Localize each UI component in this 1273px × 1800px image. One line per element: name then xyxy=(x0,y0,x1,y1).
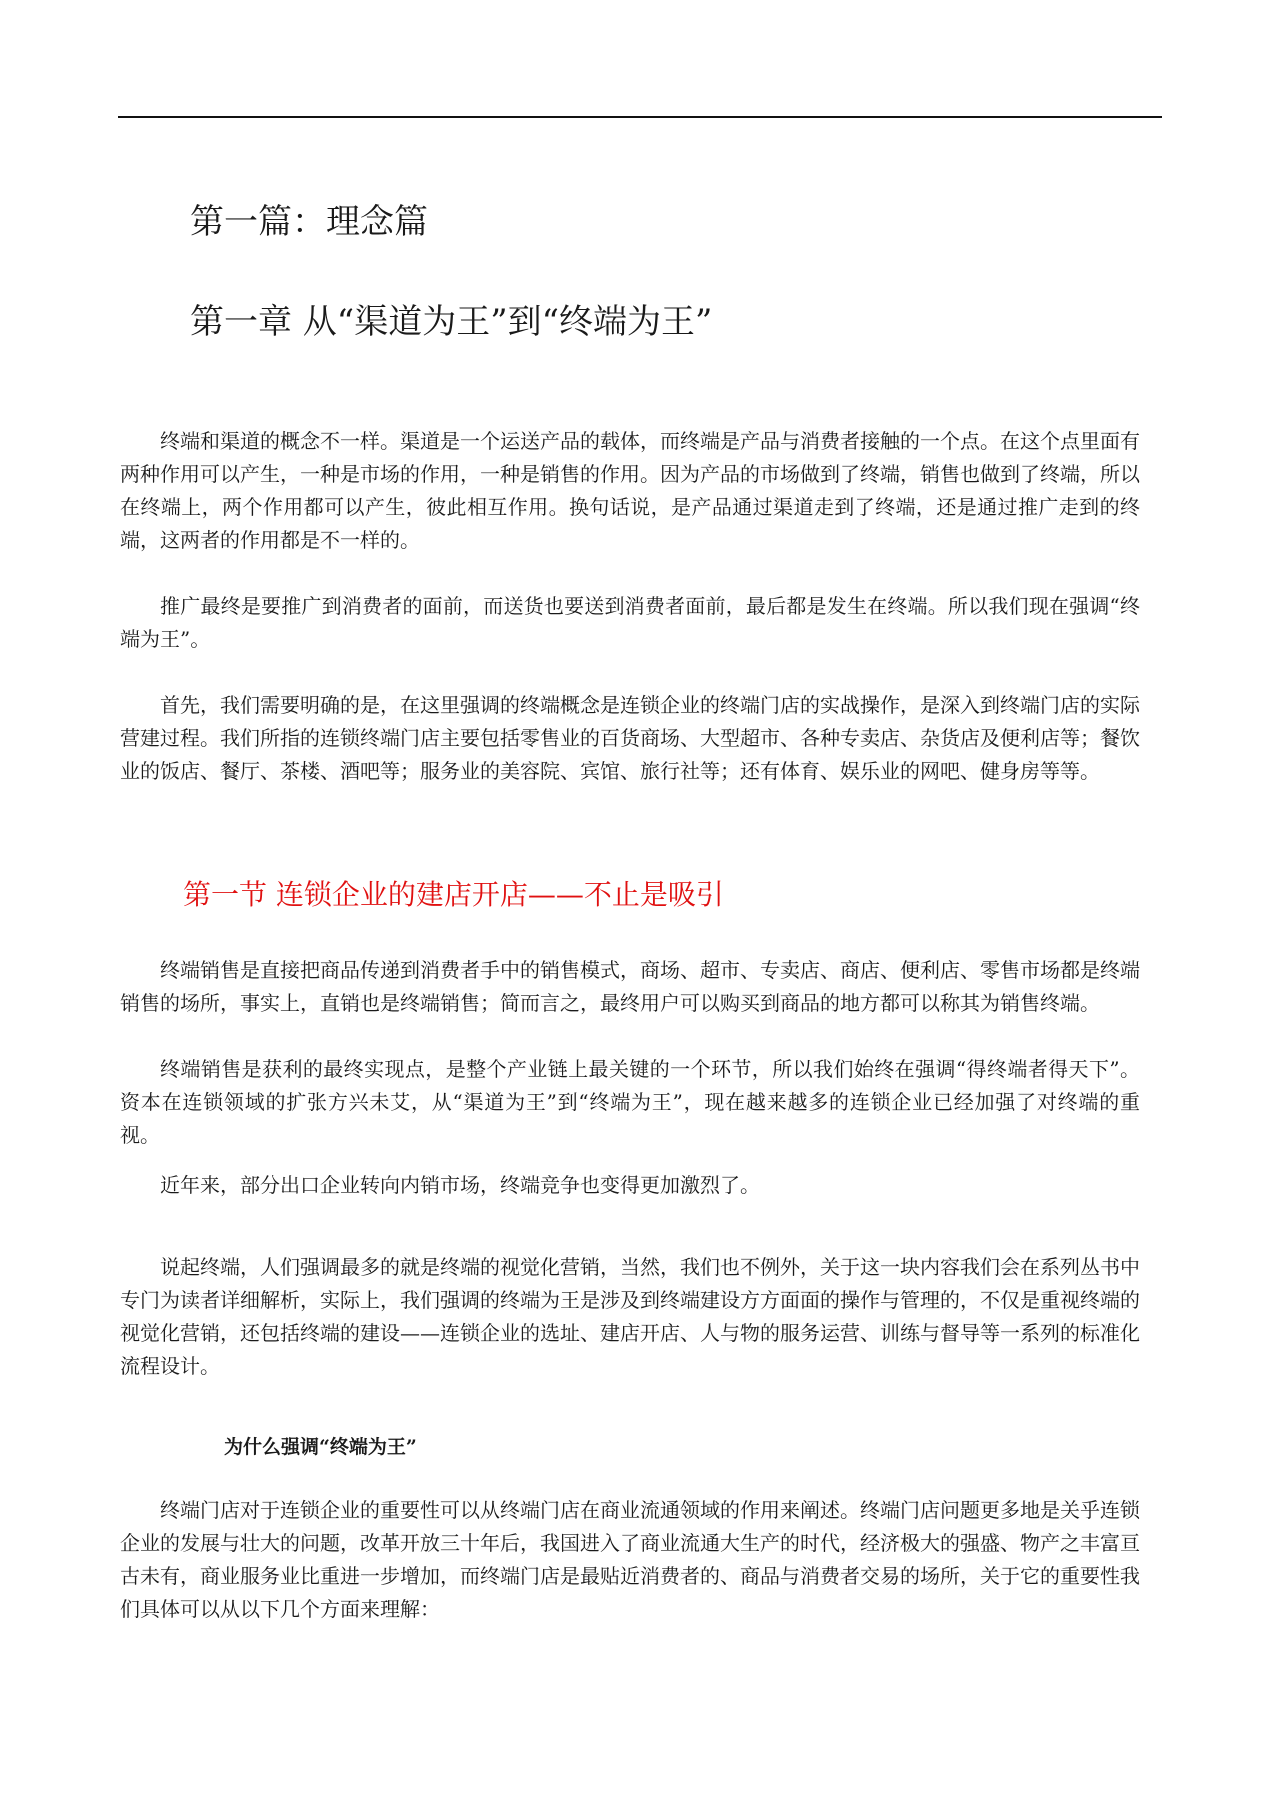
paragraph-terminal-scope: 首先，我们需要明确的是，在这里强调的终端概念是连锁企业的终端门店的实战操作，是深入到终端门店的实际营建过程。我们所指的连锁终端门店主要包括零售业的百货商场、大型超市、各种专卖店、杂货店及便利店等；餐饮业的饭店、餐厅、茶楼、酒吧等；服务业的美容院、宾馆、旅行社等；还有体育、娱乐业的网吧、健身房等等。 xyxy=(120,693,1140,783)
header-rule xyxy=(118,116,1162,118)
chapter-title: 第一章 从“渠道为王”到“终端为王” xyxy=(190,302,713,342)
paragraph-visual-marketing: 说起终端，人们强调最多的就是终端的视觉化营销，当然，我们也不例外，关于这一块内容我们会在系列丛书中专门为读者详细解析，实际上，我们强调的终端为王是涉及到终端建设方方面面的操作与管理的，不仅是重视终端的视觉化营销，还包括终端的建设——连锁企业的选址、建店开店、人与物的服务运营、训练与督导等一系列的标准化流程设计。 xyxy=(120,1255,1140,1378)
section-title: 第一节 连锁企业的建店开店——不止是吸引 xyxy=(183,878,724,911)
paragraph-promotion: 推广最终是要推广到消费者的面前，而送货也要送到消费者面前，最后都是发生在终端。所以我们现在强调“终端为王”。 xyxy=(120,594,1140,651)
paragraph-terminal-sales-profit: 终端销售是获利的最终实现点，是整个产业链上最关键的一个环节，所以我们始终在强调“得终端者得天下”。资本在连锁领域的扩张方兴未艾，从“渠道为王”到“终端为王”，现在越来越多的连锁企业已经加强了对终端的重视。 xyxy=(120,1057,1140,1147)
paragraph-terminal-vs-channel: 终端和渠道的概念不一样。渠道是一个运送产品的载体，而终端是产品与消费者接触的一个点。在这个点里面有两种作用可以产生，一种是市场的作用，一种是销售的作用。因为产品的市场做到了终端，销售也做到了终端，所以在终端上，两个作用都可以产生，彼此相互作用。换句话说，是产品通过渠道走到了终端，还是通过推广走到的终端，这两者的作用都是不一样的。 xyxy=(120,429,1140,552)
paragraph-recent-years: 近年来，部分出口企业转向内销市场，终端竞争也变得更加激烈了。 xyxy=(160,1173,760,1197)
paragraph-store-importance: 终端门店对于连锁企业的重要性可以从终端门店在商业流通领域的作用来阐述。终端门店问题更多地是关乎连锁企业的发展与壮大的问题，改革开放三十年后，我国进入了商业流通大生产的时代，经济极大的强盛、物产之丰富亘古未有，商业服务业比重进一步增加，而终端门店是最贴近消费者的、商品与消费者交易的场所，关于它的重要性我们具体可以从以下几个方面来理解： xyxy=(120,1498,1140,1621)
part-title: 第一篇：理念篇 xyxy=(190,202,428,242)
subsection-title: 为什么强调“终端为王” xyxy=(224,1436,417,1458)
paragraph-terminal-sales-definition: 终端销售是直接把商品传递到消费者手中的销售模式，商场、超市、专卖店、商店、便利店、零售市场都是终端销售的场所，事实上，直销也是终端销售；简而言之，最终用户可以购买到商品的地方都可以称其为销售终端。 xyxy=(120,958,1140,1015)
